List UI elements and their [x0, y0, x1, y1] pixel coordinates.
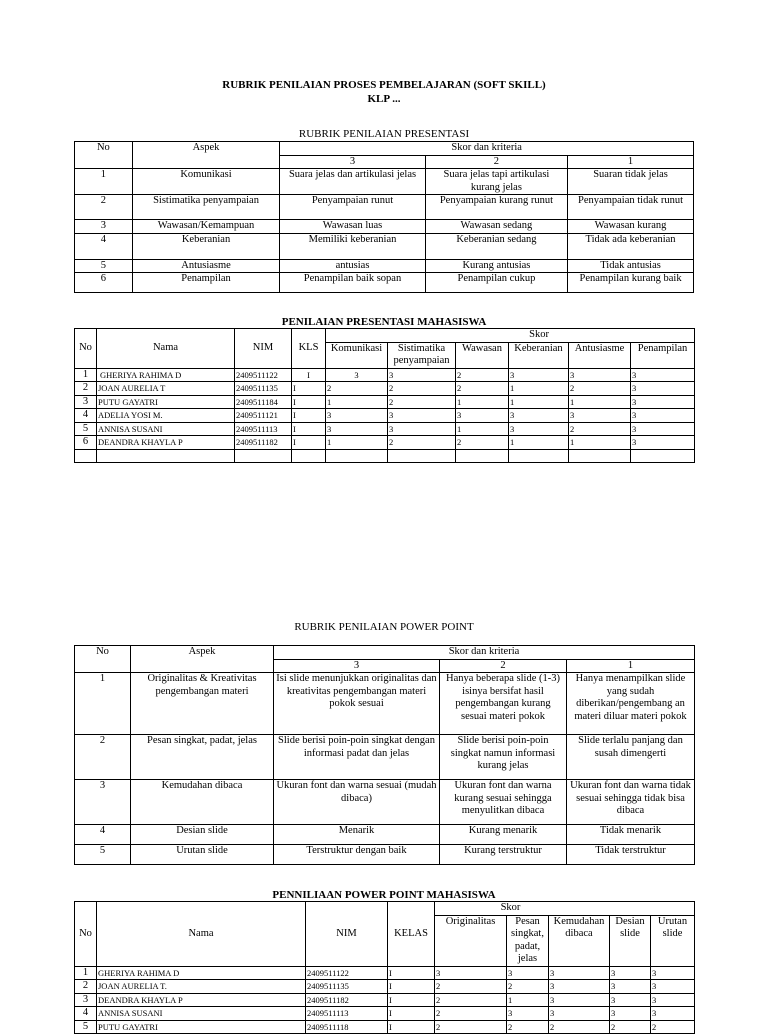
cell-no: 5	[75, 259, 133, 273]
cell-no: 3	[75, 780, 131, 825]
rubric-ppt-caption: RUBRIK PENILAIAN POWER POINT	[294, 621, 474, 633]
cell-kelas: I	[388, 993, 435, 1007]
cell-sistimatika: 2	[388, 436, 456, 450]
cell-penampilan: 3	[631, 409, 695, 423]
col-skor: Skor	[326, 329, 695, 343]
cell-s3: Wawasan luas	[280, 220, 425, 234]
cell-urutan: 2	[651, 1020, 695, 1034]
col-sistimatika: Sistimatika penyampaian	[388, 342, 456, 368]
cell-nama: JOAN AURELIA T.	[97, 980, 306, 994]
cell-komunikasi: 1	[326, 436, 388, 450]
cell-aspek: Penampilan	[132, 273, 280, 293]
cell-no: 4	[75, 825, 131, 845]
cell-kls: I	[292, 395, 326, 409]
cell-sistimatika: 3	[388, 368, 456, 382]
cell-nim: 2409511184	[235, 395, 292, 409]
document-subtitle: KLP ...	[367, 93, 401, 105]
cell-aspek: Wawasan/Kemampuan	[132, 220, 280, 234]
cell-nama: ADELIA YOSI M.	[97, 409, 235, 423]
nilai-ppt-table	[74, 901, 695, 1034]
cell-wawasan: 2	[456, 436, 509, 450]
col-antusiasme: Antusiasme	[569, 342, 631, 368]
cell-komunikasi: 2	[326, 382, 388, 396]
rubric-presentasi-caption: RUBRIK PENILAIAN PRESENTASI	[298, 128, 470, 140]
cell-kelas: I	[388, 1020, 435, 1034]
col-skor: Skor dan kriteria	[274, 646, 695, 660]
cell-originalitas: 2	[435, 993, 507, 1007]
col-urutan: Urutan slide	[651, 915, 695, 966]
cell-penampilan: 3	[631, 436, 695, 450]
cell-s2: Ukuran font dan warna kurang sesuai sehingga menyulitkan dibaca	[440, 780, 567, 825]
cell-keberanian: 3	[509, 409, 569, 423]
table-row	[75, 395, 695, 409]
cell-desian: 3	[610, 980, 651, 994]
col-kelas: KELAS	[388, 902, 435, 967]
cell-kls: I	[292, 368, 326, 382]
col-aspek: Aspek	[131, 646, 274, 673]
cell-nim: 2409511135	[306, 980, 388, 994]
cell-komunikasi: 3	[326, 368, 388, 382]
cell-pesan: 1	[507, 993, 549, 1007]
cell-kemudahan: 3	[549, 993, 610, 1007]
cell-s3: Menarik	[274, 825, 440, 845]
col-score-1: 1	[567, 659, 695, 673]
table-row	[75, 825, 695, 845]
cell-no: 5	[75, 845, 131, 865]
cell-kls: I	[292, 422, 326, 436]
cell-kelas: I	[388, 980, 435, 994]
cell-nama: PUTU GAYATRI	[97, 395, 235, 409]
cell-urutan: 3	[651, 1007, 695, 1021]
table-row	[75, 195, 694, 220]
cell-s1: Slide terlalu panjang dan susah dimengerti	[567, 735, 695, 780]
cell-komunikasi: 3	[326, 422, 388, 436]
cell-desian: 3	[610, 993, 651, 1007]
cell-antusiasme: 1	[569, 436, 631, 450]
cell-komunikasi: 3	[326, 409, 388, 423]
cell-penampilan: 3	[631, 368, 695, 382]
cell-s3: Terstruktur dengan baik	[274, 845, 440, 865]
cell-keberanian: 3	[509, 368, 569, 382]
cell-nim: 2409511122	[235, 368, 292, 382]
cell-s3: Slide berisi poin-poin singkat dengan informasi padat dan jelas	[274, 735, 440, 780]
cell-wawasan: 2	[456, 382, 509, 396]
col-nama: Nama	[97, 329, 235, 369]
cell-no: 2	[75, 980, 97, 994]
cell-kelas: I	[388, 1007, 435, 1021]
col-aspek: Aspek	[132, 142, 280, 169]
cell-kls: I	[292, 382, 326, 396]
cell-penampilan: 3	[631, 382, 695, 396]
cell-no: 1	[75, 966, 97, 980]
cell-s2: Penyampaian kurang runut	[425, 195, 567, 220]
cell-s3: Penampilan baik sopan	[280, 273, 425, 293]
cell-no: 4	[75, 233, 133, 259]
table-row	[75, 368, 695, 382]
cell-kemudahan: 3	[549, 980, 610, 994]
nilai-presentasi-table	[74, 328, 695, 463]
cell-s2: Slide berisi poin-poin singkat namun informasi kurang jelas	[440, 735, 567, 780]
cell-s3: Memiliki keberanian	[280, 233, 425, 259]
cell-keberanian: 3	[509, 422, 569, 436]
cell-nim: 2409511122	[306, 966, 388, 980]
table-row	[75, 993, 695, 1007]
cell-no: 6	[75, 273, 133, 293]
table-row	[75, 382, 695, 396]
cell-s2: Kurang menarik	[440, 825, 567, 845]
cell-s1: Hanya menampilkan slide yang sudah diberikan/pengembang an materi diluar materi pokok	[567, 673, 695, 735]
col-score-2: 2	[425, 155, 567, 169]
col-keberanian: Keberanian	[509, 342, 569, 368]
col-no: No	[75, 902, 97, 967]
cell-kls: I	[292, 409, 326, 423]
cell-nama: DEANDRA KHAYLA P	[97, 993, 306, 1007]
cell-aspek: Antusiasme	[132, 259, 280, 273]
col-nim: NIM	[306, 902, 388, 967]
col-nama: Nama	[97, 902, 306, 967]
cell-nama: GHERIYA RAHIMA D	[97, 368, 235, 382]
cell-no: 5	[75, 1020, 97, 1034]
table-row	[75, 259, 694, 273]
cell-no: 5	[75, 422, 97, 436]
col-penampilan: Penampilan	[631, 342, 695, 368]
cell-pesan: 3	[507, 966, 549, 980]
cell-wawasan: 1	[456, 422, 509, 436]
cell-no: 1	[75, 673, 131, 735]
col-originalitas: Originalitas	[435, 915, 507, 966]
cell-no: 2	[75, 382, 97, 396]
cell-no: 1	[75, 169, 133, 195]
cell-antusiasme: 1	[569, 395, 631, 409]
cell-s1: Tidak antusias	[568, 259, 694, 273]
cell-desian: 3	[610, 1007, 651, 1021]
cell-penampilan: 3	[631, 422, 695, 436]
cell-aspek: Desian slide	[131, 825, 274, 845]
table-header-row	[75, 329, 695, 343]
table-row	[75, 233, 694, 259]
table-row	[75, 735, 695, 780]
cell-originalitas: 2	[435, 1007, 507, 1021]
cell-wawasan: 3	[456, 409, 509, 423]
cell-s1: Tidak terstruktur	[567, 845, 695, 865]
cell-s1: Penyampaian tidak runut	[568, 195, 694, 220]
table-header-row	[75, 902, 695, 916]
table-header-row	[75, 646, 695, 660]
table-row	[75, 169, 694, 195]
cell-pesan: 3	[507, 1007, 549, 1021]
cell-nim: 2409511121	[235, 409, 292, 423]
cell-s3: Penyampaian runut	[280, 195, 425, 220]
cell-no: 1	[75, 368, 97, 382]
col-skor: Skor dan kriteria	[280, 142, 694, 156]
cell-antusiasme: 3	[569, 409, 631, 423]
cell-antusiasme: 2	[569, 422, 631, 436]
cell-s2: Kurang antusias	[425, 259, 567, 273]
nilai-presentasi-caption: PENILAIAN PRESENTASI MAHASISWA	[281, 316, 487, 328]
cell-s2: Penampilan cukup	[425, 273, 567, 293]
cell-nim: 2409511182	[235, 436, 292, 450]
cell-kls: I	[292, 436, 326, 450]
cell-originalitas: 2	[435, 980, 507, 994]
cell-nama: PUTU GAYATRI	[97, 1020, 306, 1034]
table-row	[75, 1020, 695, 1034]
cell-s2: Suara jelas tapi artikulasi kurang jelas	[425, 169, 567, 195]
cell-nama: GHERIYA RAHIMA D	[97, 966, 306, 980]
cell-aspek: Kemudahan dibaca	[131, 780, 274, 825]
table-row	[75, 422, 695, 436]
col-wawasan: Wawasan	[456, 342, 509, 368]
cell-s3: Suara jelas dan artikulasi jelas	[280, 169, 425, 195]
cell-desian: 3	[610, 966, 651, 980]
cell-s1: Suaran tidak jelas	[568, 169, 694, 195]
col-score-3: 3	[280, 155, 425, 169]
cell-s1: Penampilan kurang baik	[568, 273, 694, 293]
cell-kemudahan: 2	[549, 1020, 610, 1034]
cell-kelas: I	[388, 966, 435, 980]
col-komunikasi: Komunikasi	[326, 342, 388, 368]
nilai-ppt-caption: PENNILIAAN POWER POINT MAHASISWA	[272, 889, 496, 901]
col-score-2: 2	[440, 659, 567, 673]
cell-antusiasme: 2	[569, 382, 631, 396]
cell-s1: Tidak ada keberanian	[568, 233, 694, 259]
table-row	[75, 409, 695, 423]
document-title: RUBRIK PENILAIAN PROSES PEMBELAJARAN (SOFT SKILL)	[222, 79, 546, 91]
cell-kemudahan: 3	[549, 1007, 610, 1021]
table-row-empty	[75, 449, 695, 462]
cell-keberanian: 1	[509, 395, 569, 409]
cell-s2: Keberanian sedang	[425, 233, 567, 259]
col-no: No	[75, 142, 133, 169]
cell-nama: ANNISA SUSANI	[97, 1007, 306, 1021]
cell-s3: antusias	[280, 259, 425, 273]
cell-keberanian: 1	[509, 436, 569, 450]
cell-nama: JOAN AURELIA T	[97, 382, 235, 396]
cell-sistimatika: 2	[388, 395, 456, 409]
table-row	[75, 780, 695, 825]
table-row	[75, 436, 695, 450]
cell-no: 4	[75, 409, 97, 423]
cell-originalitas: 2	[435, 1020, 507, 1034]
table-row	[75, 673, 695, 735]
cell-aspek: Urutan slide	[131, 845, 274, 865]
cell-no: 2	[75, 735, 131, 780]
rubric-ppt-table	[74, 645, 695, 865]
cell-pesan: 2	[507, 1020, 549, 1034]
table-row	[75, 273, 694, 293]
cell-urutan: 3	[651, 993, 695, 1007]
cell-nim: 2409511118	[306, 1020, 388, 1034]
cell-penampilan: 3	[631, 395, 695, 409]
cell-s2: Kurang terstruktur	[440, 845, 567, 865]
cell-no: 4	[75, 1007, 97, 1021]
cell-s1: Tidak menarik	[567, 825, 695, 845]
cell-aspek: Sistimatika penyampaian	[132, 195, 280, 220]
cell-kemudahan: 3	[549, 966, 610, 980]
col-kemudahan: Kemudahan dibaca	[549, 915, 610, 966]
table-row	[75, 220, 694, 234]
table-row	[75, 980, 695, 994]
cell-originalitas: 3	[435, 966, 507, 980]
col-desian: Desian slide	[610, 915, 651, 966]
cell-antusiasme: 3	[569, 368, 631, 382]
table-row	[75, 1007, 695, 1021]
cell-sistimatika: 3	[388, 422, 456, 436]
cell-no: 3	[75, 220, 133, 234]
cell-nim: 2409511182	[306, 993, 388, 1007]
col-kls: KLS	[292, 329, 326, 369]
cell-s3: Ukuran font dan warna sesuai (mudah dibaca)	[274, 780, 440, 825]
table-row	[75, 845, 695, 865]
cell-desian: 2	[610, 1020, 651, 1034]
cell-sistimatika: 3	[388, 409, 456, 423]
cell-aspek: Originalitas & Kreativitas pengembangan materi	[131, 673, 274, 735]
cell-aspek: Komunikasi	[132, 169, 280, 195]
col-nim: NIM	[235, 329, 292, 369]
table-header-row	[75, 142, 694, 156]
table-row	[75, 966, 695, 980]
cell-s1: Wawasan kurang	[568, 220, 694, 234]
cell-nim: 2409511113	[306, 1007, 388, 1021]
cell-no: 2	[75, 195, 133, 220]
col-no: No	[75, 646, 131, 673]
col-pesan: Pesan singkat, padat, jelas	[507, 915, 549, 966]
cell-aspek: Keberanian	[132, 233, 280, 259]
cell-s1: Ukuran font dan warna tidak sesuai sehingga tidak bisa dibaca	[567, 780, 695, 825]
cell-nim: 2409511135	[235, 382, 292, 396]
cell-sistimatika: 2	[388, 382, 456, 396]
cell-pesan: 2	[507, 980, 549, 994]
col-score-1: 1	[568, 155, 694, 169]
cell-wawasan: 1	[456, 395, 509, 409]
rubric-presentasi-table	[74, 141, 694, 293]
cell-urutan: 3	[651, 980, 695, 994]
col-no: No	[75, 329, 97, 369]
cell-nama: ANNISA SUSANI	[97, 422, 235, 436]
cell-wawasan: 2	[456, 368, 509, 382]
cell-s3: Isi slide menunjukkan originalitas dan kreativitas pengembangan materi pokok sesuai	[274, 673, 440, 735]
cell-aspek: Pesan singkat, padat, jelas	[131, 735, 274, 780]
cell-no: 3	[75, 395, 97, 409]
col-skor: Skor	[435, 902, 695, 916]
cell-no: 3	[75, 993, 97, 1007]
col-score-3: 3	[274, 659, 440, 673]
cell-s2: Wawasan sedang	[425, 220, 567, 234]
cell-s2: Hanya beberapa slide (1-3) isinya bersifat hasil pengembangan kurang sesuai materi pokok	[440, 673, 567, 735]
cell-keberanian: 1	[509, 382, 569, 396]
cell-nim: 2409511113	[235, 422, 292, 436]
cell-urutan: 3	[651, 966, 695, 980]
cell-nama: DEANDRA KHAYLA P	[97, 436, 235, 450]
cell-komunikasi: 1	[326, 395, 388, 409]
cell-no: 6	[75, 436, 97, 450]
